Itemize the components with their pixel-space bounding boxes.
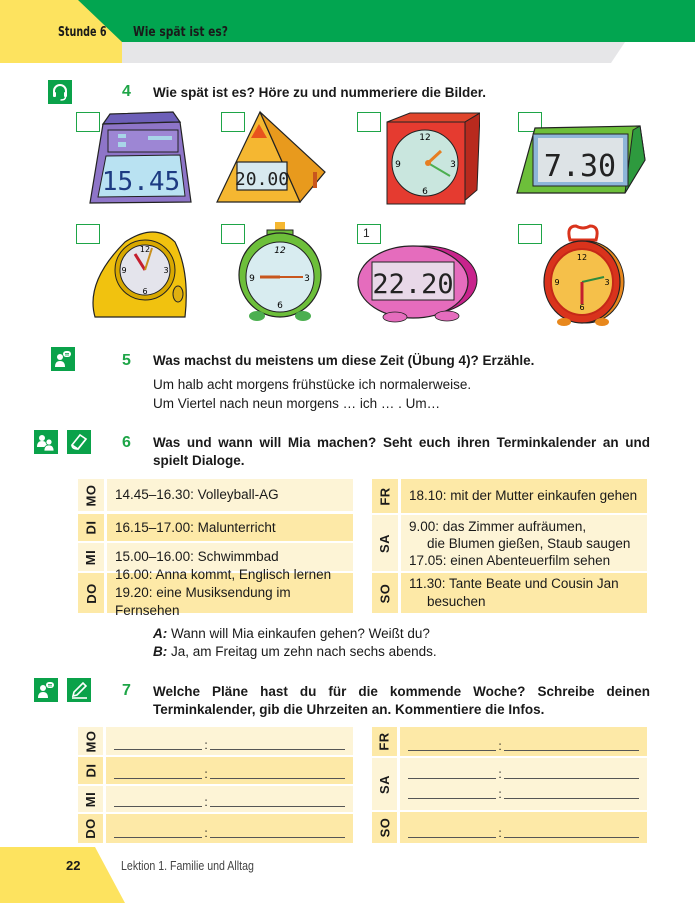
planner-row-do: DO : [78, 814, 353, 843]
book-icon [67, 430, 91, 454]
activity-blank[interactable] [504, 798, 639, 799]
day-label: DI [78, 757, 103, 784]
schedule-entry: 16.15–17.00: Malunterricht [107, 514, 353, 541]
green-digital-clock-image [515, 120, 650, 195]
schedule-entry: 14.45–16.30: Volleyball-AG [107, 479, 353, 511]
svg-text:9: 9 [395, 160, 401, 170]
time-blank[interactable] [408, 798, 496, 799]
orange-pyramid-clock-image [215, 110, 330, 205]
time-blank[interactable] [408, 750, 496, 751]
svg-text:12: 12 [274, 246, 286, 256]
exercise-6-title: Was und wann will Mia machen? Seht euch ihren Terminkalender an und spielt Dialoge. [153, 435, 650, 468]
planner-row-fr: FR : [372, 727, 647, 756]
schedule-entry: 11.30: Tante Beate und Cousin Jan besuchen [401, 573, 647, 613]
activity-blank[interactable] [210, 837, 345, 838]
schedule-entry: 9.00: das Zimmer aufräumen, die Blumen gießen, Staub saugen 17.05: einen Abenteuerfilm sehen [401, 515, 647, 571]
planner-row-di: DI : [78, 757, 353, 784]
schedule-entry: 15.00–16.00: Schwimmbad [107, 543, 353, 571]
svg-text:3: 3 [450, 160, 456, 170]
planner-row-sa: SA : : [372, 758, 647, 810]
svg-text:3: 3 [604, 278, 610, 287]
page-number: 22 [66, 858, 81, 873]
svg-text:12: 12 [139, 245, 151, 254]
purple-digital-clock-image [88, 110, 198, 205]
dialog-line-b: B: Ja, am Freitag um zehn nach sechs abends. [153, 644, 437, 659]
time-blank[interactable] [114, 837, 202, 838]
day-label: SO [372, 812, 397, 843]
schedule-row-do [78, 567, 353, 618]
planner-row-mi: MI : [78, 786, 353, 812]
svg-text:3: 3 [163, 266, 169, 275]
svg-text:6: 6 [579, 303, 585, 312]
exercise-4-title: Wie spät ist es? Höre zu und nummeriere die Bilder. [153, 85, 486, 100]
activity-blank[interactable] [504, 778, 639, 779]
svg-text:6: 6 [422, 187, 428, 197]
day-label: FR [372, 479, 398, 513]
svg-text:3: 3 [304, 274, 310, 284]
exercise-5-title: Was machst du meistens um diese Zeit (Übung 4)? Erzähle. [153, 353, 535, 368]
time-blank[interactable] [114, 806, 202, 807]
exercise-5-example-line-2: Um Viertel nach neun morgens … ich … . Um… [153, 396, 441, 411]
pink-clock-time: 22.20 [372, 269, 454, 300]
schedule-row-sa [372, 515, 647, 571]
activity-blank[interactable] [210, 778, 345, 779]
footer-yellow-band [0, 847, 125, 903]
exercise-7-number: 7 [122, 682, 131, 699]
speech-person-icon [34, 678, 58, 702]
svg-text:9: 9 [249, 274, 255, 284]
day-label: DI [78, 514, 104, 541]
exercise-5-example-line-1: Um halb acht morgens frühstücke ich normalerweise. [153, 377, 472, 392]
activity-blank[interactable] [504, 750, 639, 751]
yellow-analog-clock-image [85, 222, 190, 322]
schedule-row-di [78, 514, 353, 541]
green-alarm-clock-image [235, 220, 325, 325]
activity-blank[interactable] [210, 806, 345, 807]
page-title: Wie spät ist es? [133, 25, 228, 40]
schedule-row-fr [372, 479, 647, 513]
day-label: SO [372, 573, 398, 613]
headset-icon [48, 80, 72, 104]
svg-text:9: 9 [554, 278, 560, 287]
clock-7-number-box[interactable]: 1 [357, 224, 381, 244]
day-label: DO [78, 814, 103, 843]
time-blank[interactable] [408, 778, 496, 779]
exercise-6-number: 6 [122, 434, 131, 451]
pencil-icon [67, 678, 91, 702]
svg-text:9: 9 [121, 266, 127, 275]
exercise-4-number: 4 [122, 83, 131, 100]
pink-digital-clock-image [355, 240, 480, 325]
pair-work-icon [34, 430, 58, 454]
exercise-5-number: 5 [122, 352, 131, 369]
planner-row-mo: MO : [78, 727, 353, 755]
activity-blank[interactable] [210, 749, 345, 750]
exercise-7-title: Welche Pläne hast du für die kommende Woche? Schreibe deinen Terminkalender, gib die Uhrzeiten an. Kommentiere die Infos. [153, 684, 650, 717]
purple-clock-time: 15.45 [101, 167, 181, 197]
planner-row-so: SO : [372, 812, 647, 843]
day-label: SA [372, 515, 398, 571]
activity-blank[interactable] [504, 837, 639, 838]
day-label: MI [78, 543, 104, 571]
time-blank[interactable] [114, 778, 202, 779]
schedule-row-so [372, 573, 647, 613]
time-blank[interactable] [408, 837, 496, 838]
day-label: FR [372, 727, 397, 756]
svg-text:12: 12 [419, 133, 431, 143]
lesson-label: Stunde 6 [58, 25, 107, 40]
day-label: MI [78, 786, 103, 812]
day-label: SA [372, 758, 397, 810]
schedule-row-mo [78, 479, 353, 511]
speech-person-icon [51, 347, 75, 371]
schedule-entry: 16.00: Anna kommt, Englisch lernen 19.20: eine Musiksendung im Fernsehen [107, 573, 353, 613]
header-grey-band [122, 42, 625, 63]
svg-text:6: 6 [277, 301, 283, 311]
day-label: DO [78, 573, 104, 613]
orange-clock-time: 20.00 [234, 169, 290, 190]
footer-lesson-title: Lektion 1. Familie und Alltag [121, 859, 254, 873]
red-orange-alarm-clock-image [538, 222, 628, 327]
svg-text:12: 12 [576, 253, 588, 262]
day-label: MO [78, 727, 103, 755]
svg-text:6: 6 [142, 287, 148, 296]
day-label: MO [78, 479, 104, 511]
time-blank[interactable] [114, 749, 202, 750]
clock-3-number-box[interactable] [357, 112, 381, 132]
dialog-line-a: A: Wann will Mia einkaufen gehen? Weißt du? [153, 626, 430, 641]
green-clock-time: 7.30 [543, 149, 617, 184]
schedule-entry: 18.10: mit der Mutter einkaufen gehen [401, 479, 647, 513]
red-box-analog-clock-image [385, 110, 480, 205]
